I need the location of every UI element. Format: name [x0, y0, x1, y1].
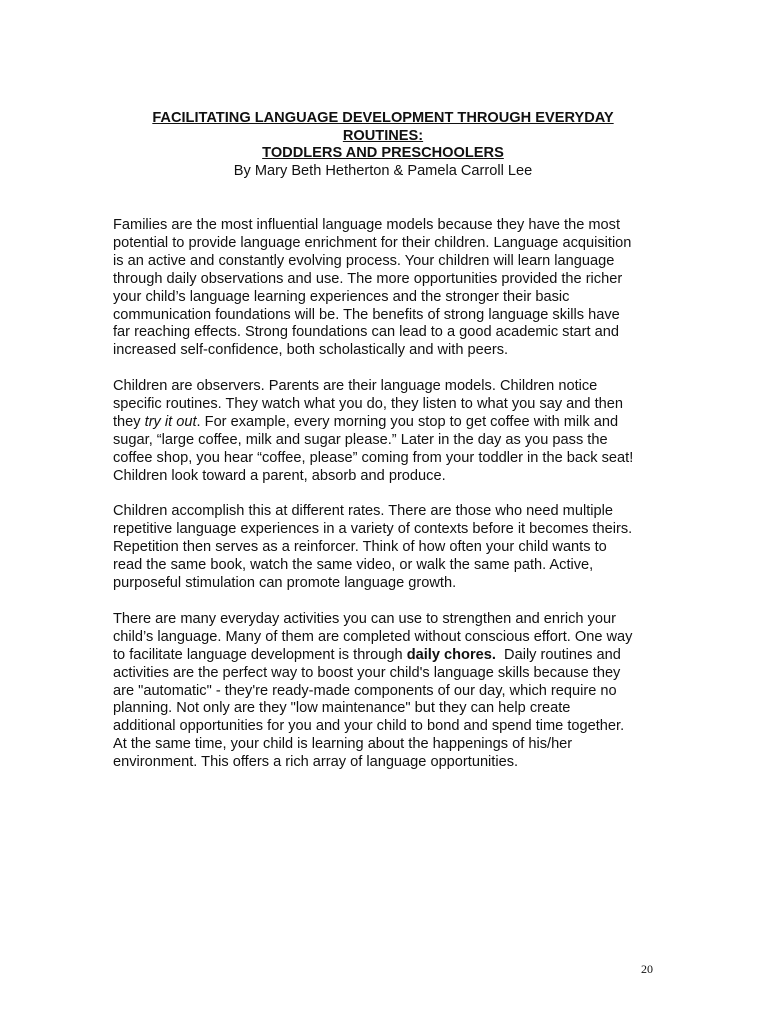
- text-line: is an active and constantly evolving process. Your children will learn language: [113, 252, 615, 269]
- text-line: potential to provide language enrichment for their children. Language acquisition: [113, 234, 632, 251]
- text-line: additional opportunities for you and your child to bond and spend time together.: [113, 718, 625, 735]
- text-line: [113, 414, 673, 432]
- text-run: Daily routines and: [495, 646, 621, 663]
- text-line: read the same book, watch the same video, or walk the same path. Active,: [113, 557, 594, 574]
- text-run: to facilitate language development is through: [113, 646, 407, 663]
- text-run: . For example, every morning you stop to get coffee with milk and: [196, 413, 619, 430]
- text-line: sugar, “large coffee, milk and sugar please.” Later in the day as you pass the: [113, 431, 608, 448]
- text-line: child’s language. Many of them are completed without conscious effort. One way: [113, 628, 633, 645]
- text-line: Children are observers. Parents are their language models. Children notice: [113, 378, 598, 395]
- text-line: [113, 647, 673, 665]
- text-line: coffee shop, you hear “coffee, please” coming from your toddler in the back seat!: [113, 449, 634, 466]
- document-body: [113, 217, 673, 790]
- text-line: Repetition then serves as a reinforcer. Think of how often your child wants to: [113, 539, 607, 556]
- text-line: increased self-confidence, both scholastically and with peers.: [113, 342, 509, 359]
- text-line: specific routines. They watch what you do, they listen to what you say and then: [113, 396, 623, 413]
- document-header: [113, 110, 653, 180]
- title-line-2: ROUTINES:: [342, 127, 424, 144]
- bold-text: daily chores.: [406, 646, 496, 663]
- page-number: 20: [641, 962, 653, 976]
- text-line: Children accomplish this at different rates. There are those who need multiple: [113, 503, 613, 520]
- text-run: they: [113, 413, 145, 430]
- text-line: repetitive language experiences in a variety of contexts before it becomes theirs.: [113, 521, 633, 538]
- text-line: purposeful stimulation can promote language growth.: [113, 575, 457, 592]
- paragraph-2: [113, 378, 673, 485]
- text-line: are "automatic" - they're ready-made components of our day, which require no: [113, 682, 617, 699]
- text-line: environment. This offers a rich array of language opportunities.: [113, 754, 519, 771]
- paragraph-1: [113, 217, 673, 360]
- subtitle: TODDLERS AND PRESCHOOLERS: [262, 145, 504, 162]
- emphasis-text: try it out: [144, 413, 197, 430]
- text-line: Families are the most influential language models because they have the most: [113, 217, 621, 233]
- author-byline: By Mary Beth Hetherton & Pamela Carroll Lee: [233, 162, 533, 179]
- paragraph-3: [113, 503, 673, 593]
- text-line: planning. Not only are they "low maintenance" but they can help create: [113, 700, 571, 717]
- text-line: There are many everyday activities you can use to strengthen and enrich your: [113, 610, 616, 627]
- text-line: activities are the perfect way to boost your child's language skills because they: [113, 664, 621, 681]
- text-line: your child’s language learning experiences and the stronger their basic: [113, 288, 570, 305]
- title-line-1: FACILITATING LANGUAGE DEVELOPMENT THROUGH EVERYDAY: [152, 110, 614, 126]
- text-line: Children look toward a parent, absorb and produce.: [113, 467, 446, 484]
- text-line: far reaching effects. Strong foundations can lead to a good academic start and: [113, 324, 619, 341]
- text-line: communication foundations will be. The benefits of strong language skills have: [113, 306, 620, 323]
- paragraph-4: [113, 611, 673, 772]
- text-line: through daily observations and use. The more opportunities provided the richer: [113, 270, 623, 287]
- text-line: At the same time, your child is learning about the happenings of his/her: [113, 736, 573, 753]
